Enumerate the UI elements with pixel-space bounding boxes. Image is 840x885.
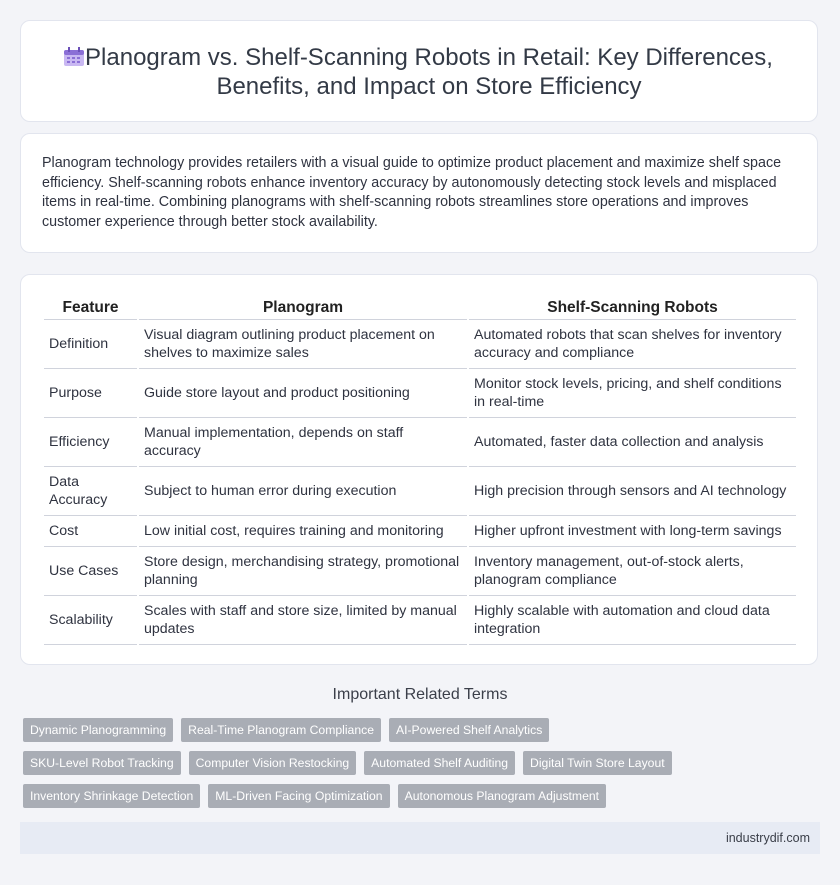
footer	[20, 822, 820, 854]
robots-cell: Highly scalable with automation and cloud data integration	[469, 596, 796, 645]
related-term-tag[interactable]: AI-Powered Shelf Analytics	[389, 718, 549, 742]
planogram-cell: Guide store layout and product positioning	[139, 369, 467, 418]
related-term-tag[interactable]: ML-Driven Facing Optimization	[208, 784, 389, 808]
header-planogram: Planogram	[139, 297, 467, 320]
feature-cell: Definition	[44, 320, 137, 369]
intro-paragraph: Planogram technology provides retailers with a visual guide to optimize product placement and maximize shelf space efficiency. Shelf-scanning robots enhance inventory accuracy by autonomously detecting stock levels and misplaced items in real-time. Combining planograms with shelf-scanning robots streamlines store operations and improves customer experience through better stock availability.	[42, 155, 782, 230]
related-terms-heading: Important Related Terms	[332, 686, 508, 703]
comparison-table	[42, 297, 798, 645]
table-row	[44, 596, 796, 645]
related-term-tag[interactable]: Inventory Shrinkage Detection	[23, 784, 200, 808]
feature-cell: Efficiency	[44, 418, 137, 467]
title-card	[20, 20, 818, 122]
planogram-cell: Low initial cost, requires training and monitoring	[139, 516, 467, 547]
table-row	[44, 547, 796, 596]
planogram-cell: Subject to human error during execution	[139, 467, 467, 516]
related-term-tag[interactable]: Automated Shelf Auditing	[364, 751, 515, 775]
feature-cell: Data Accuracy	[44, 467, 137, 516]
table-header-row	[44, 297, 796, 320]
related-terms-list	[23, 718, 713, 808]
feature-cell: Purpose	[44, 369, 137, 418]
related-term-tag[interactable]: Digital Twin Store Layout	[523, 751, 672, 775]
intro-card	[20, 133, 818, 253]
related-term-tag[interactable]: SKU-Level Robot Tracking	[23, 751, 181, 775]
header-robots: Shelf-Scanning Robots	[469, 297, 796, 320]
site-name[interactable]: industrydif.com	[725, 831, 810, 845]
related-term-tag[interactable]: Autonomous Planogram Adjustment	[398, 784, 606, 808]
related-term-tag[interactable]: Real-Time Planogram Compliance	[181, 718, 381, 742]
robots-cell: Higher upfront investment with long-term savings	[469, 516, 796, 547]
table-row	[44, 467, 796, 516]
table-row	[44, 369, 796, 418]
related-term-tag[interactable]: Computer Vision Restocking	[189, 751, 357, 775]
header-feature: Feature	[44, 297, 137, 320]
feature-cell: Use Cases	[44, 547, 137, 596]
robots-cell: Monitor stock levels, pricing, and shelf conditions in real-time	[469, 369, 796, 418]
comparison-card	[20, 274, 818, 665]
planogram-cell: Visual diagram outlining product placement on shelves to maximize sales	[139, 320, 467, 369]
robots-cell: High precision through sensors and AI technology	[469, 467, 796, 516]
table-row	[44, 418, 796, 467]
feature-cell: Scalability	[44, 596, 137, 645]
table-row	[44, 320, 796, 369]
table-row	[44, 516, 796, 547]
planogram-cell: Store design, merchandising strategy, promotional planning	[139, 547, 467, 596]
planogram-cell: Manual implementation, depends on staff accuracy	[139, 418, 467, 467]
feature-cell: Cost	[44, 516, 137, 547]
planogram-cell: Scales with staff and store size, limited by manual updates	[139, 596, 467, 645]
related-term-tag[interactable]: Dynamic Planogramming	[23, 718, 173, 742]
robots-cell: Inventory management, out-of-stock alerts, planogram compliance	[469, 547, 796, 596]
robots-cell: Automated robots that scan shelves for inventory accuracy and compliance	[469, 320, 796, 369]
robots-cell: Automated, faster data collection and analysis	[469, 418, 796, 467]
page-title: Planogram vs. Shelf-Scanning Robots in Retail: Key Differences, Benefits, and Impact on Store Efficiency	[85, 44, 773, 100]
